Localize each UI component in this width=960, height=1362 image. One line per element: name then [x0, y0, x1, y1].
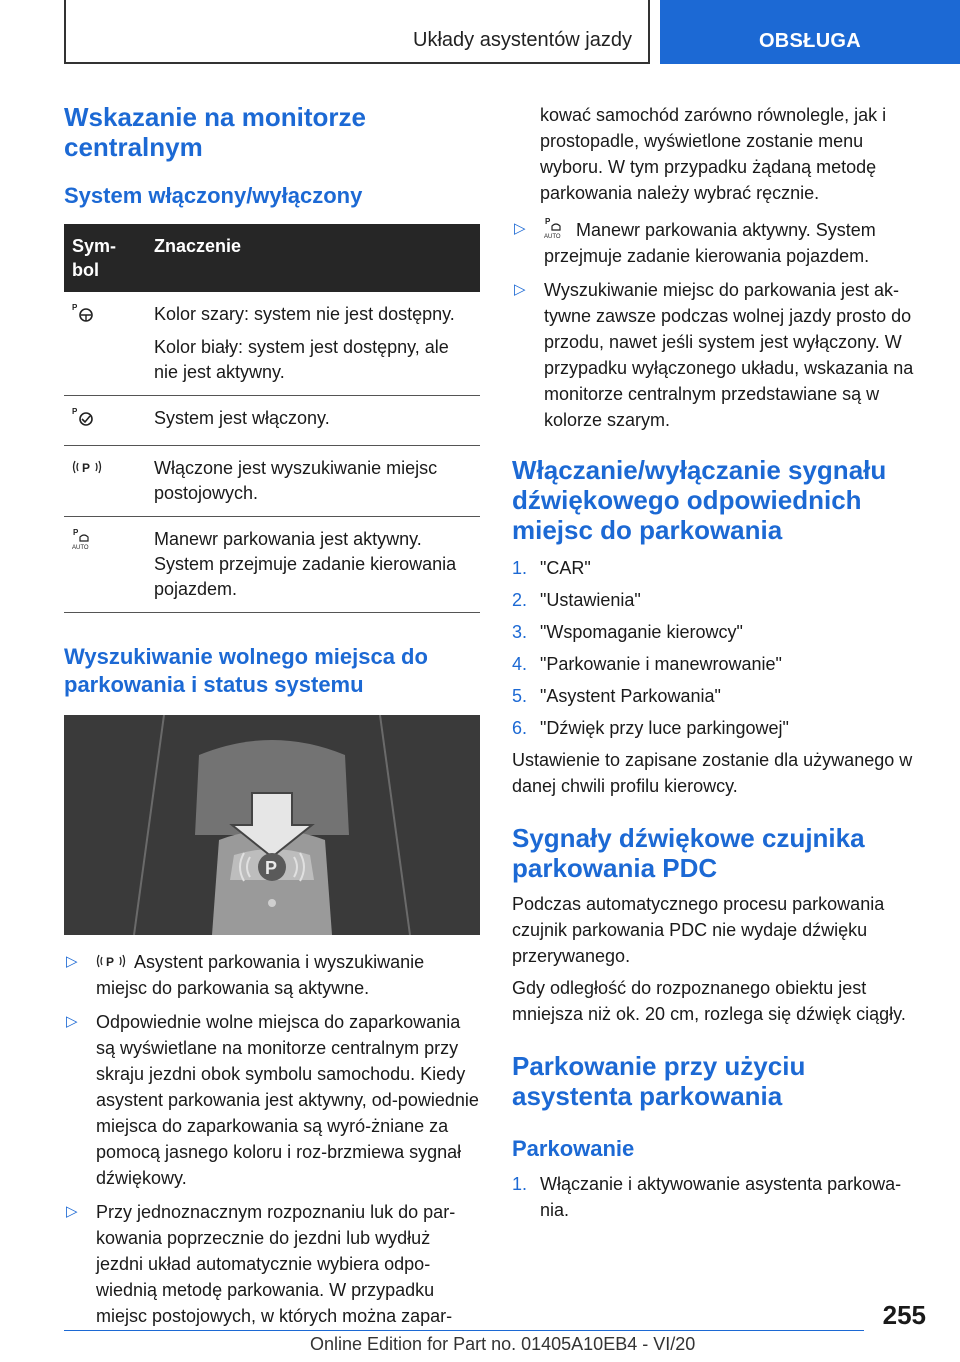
table-row: [64, 396, 480, 446]
list-item: ▷ Przy jednoznacznym rozpoznaniu luk do par-kowania poprzecznie do jezdni lub wydłuż jezdni układ automatycznie wybiera odpo-wiednią metodę parkowania. W przypadku miejsc postojowych, w których można zapar-: [64, 1199, 480, 1329]
svg-text:AUTO: AUTO: [72, 545, 89, 551]
row-text: Manewr parkowania jest aktywny. System przejmuje zadanie kierowania pojazdem.: [154, 529, 457, 599]
table-row: [64, 446, 480, 517]
svg-text:P: P: [545, 217, 551, 226]
list-item: 6. "Dźwięk przy luce parkingowej": [512, 718, 789, 738]
header-section-tab: OBSŁUGA: [660, 0, 960, 64]
parking-assist-active-icon: [72, 406, 96, 428]
row-text: Włączone jest wyszukiwanie miejsc postojowych.: [154, 458, 438, 503]
triangle-icon: ▷: [514, 220, 526, 237]
svg-text:P: P: [82, 461, 91, 475]
heading-sound-toggle: Włączanie/wyłączanie sygnału dźwiękowego odpowiednich miejsc do parkowania: [512, 455, 887, 545]
heading-system-on-off: System włączony/wyłączony: [64, 183, 363, 208]
svg-text:P: P: [106, 955, 115, 969]
page-number: 255: [882, 1300, 926, 1330]
list-item: 1. "CAR": [512, 558, 591, 578]
pdc-paragraph-1: Podczas automatycznego procesu parkowania czujnik parkowania PDC nie wydaje dźwięku przerywanego.: [512, 894, 885, 966]
parking-search-icon: [72, 456, 102, 478]
col-meaning-header: Znaczenie: [146, 224, 480, 292]
triangle-icon: ▷: [66, 1203, 78, 1220]
continued-text: kować samochód zarówno równolegle, jak i prostopadle, wyświetlone zostanie menu wyboru. W tym przypadku żądaną metodę parkowania należy wybrać ręcznie.: [540, 105, 887, 203]
mode-bullets: [512, 216, 928, 433]
heading-pdc-sounds: Sygnały dźwiękowe czujnika parkowania PDC: [512, 823, 865, 883]
car-top-view-image: [64, 715, 480, 935]
table-row: [64, 292, 480, 396]
heading-parking: Parkowanie: [512, 1136, 635, 1161]
svg-text:AUTO: AUTO: [544, 234, 561, 240]
header-title-box: [64, 0, 650, 64]
svg-text:P: P: [73, 528, 79, 537]
list-item: ▷ Wyszukiwanie miejsc do parkowania jest ak-tywne zawsze podczas wolnej jazdy prosto do przodu, nawet jeśli system jest wyłączony. W przypadku wyłączonego układu, wskazania na monitorze centralnym przedstawiane są w kolorze szarym.: [512, 277, 928, 433]
table-row: [64, 517, 480, 613]
triangle-icon: ▷: [66, 953, 78, 970]
list-item: 5. "Asystent Parkowania": [512, 686, 721, 706]
list-item: 1. Włączanie i aktywowanie asystenta parkowa-nia.: [512, 1174, 902, 1220]
svg-text:P: P: [72, 407, 78, 416]
col-symbol-header: Sym-bol: [64, 224, 146, 292]
parking-auto-icon: [544, 216, 568, 240]
parking-display-illustration: [64, 715, 480, 935]
row-text: System jest włączony.: [154, 408, 330, 428]
list-item: 2. "Ustawienia": [512, 590, 641, 610]
list-item: ▷ Odpowiednie wolne miejsca do zaparkowania są wyświetlane na monitorze centralnym przy skraju jezdni obok symbolu samochodu. Kiedy asystent parkowania jest aktywny, od-powiednie miejsca do zaparkowania są wyró-żniane za pomocą jasnego koloru i roz-brzmiewa sygnał dźwiękowy.: [64, 1009, 480, 1191]
parking-assist-icon: [72, 302, 96, 324]
list-item: 4. "Parkowanie i manewrowanie": [512, 654, 782, 674]
list-item: ▷ P AUTO Manewr parkowania aktywny. System przejmuje zadanie kierowania pojazdem.: [514, 217, 876, 266]
status-bullets: [64, 949, 480, 1329]
svg-text:P: P: [265, 858, 278, 878]
header-title: Układy asystentów jazdy: [413, 29, 632, 51]
right-column: [512, 102, 928, 1229]
triangle-icon: ▷: [66, 1013, 78, 1030]
svg-text:P: P: [72, 303, 78, 312]
parking-search-icon: [96, 950, 126, 972]
heading-central-monitor: Wskazanie na monitorze centralnym: [64, 102, 366, 162]
pdc-paragraph-2: Gdy odległość do rozpoznanego obiektu jest mniejsza niż ok. 20 cm, rozlega się dźwięk ciągły.: [512, 978, 906, 1024]
footer-divider: [64, 1330, 864, 1331]
page-header: [0, 0, 960, 66]
left-column: [64, 102, 480, 1337]
row-text: Kolor biały: system jest dostępny, ale nie jest aktywny.: [154, 337, 449, 382]
heading-search-status: Wyszukiwanie wolnego miejsca do parkowania i status systemu: [64, 644, 428, 697]
parking-steps: [512, 1171, 928, 1223]
heading-parking-assistant: Parkowanie przy użyciu asystenta parkowania: [512, 1051, 806, 1111]
profile-note: Ustawienie to zapisane zostanie dla używanego w danej chwili profilu kierowcy.: [512, 750, 913, 796]
triangle-icon: ▷: [514, 281, 526, 298]
footer-edition: Online Edition for Part no. 01405A10EB4 - VI/20: [310, 1334, 696, 1354]
settings-steps: [512, 555, 928, 741]
parking-auto-icon: [72, 527, 96, 551]
list-item: 3. "Wspomaganie kierowcy": [512, 622, 743, 642]
symbol-table: [64, 224, 480, 613]
row-text: Kolor szary: system nie jest dostępny.: [154, 304, 455, 324]
table-header-row: [64, 224, 480, 292]
list-item: ▷ P Asystent parkowania i wyszukiwanie miejsc do parkowania są aktywne.: [64, 949, 480, 1001]
